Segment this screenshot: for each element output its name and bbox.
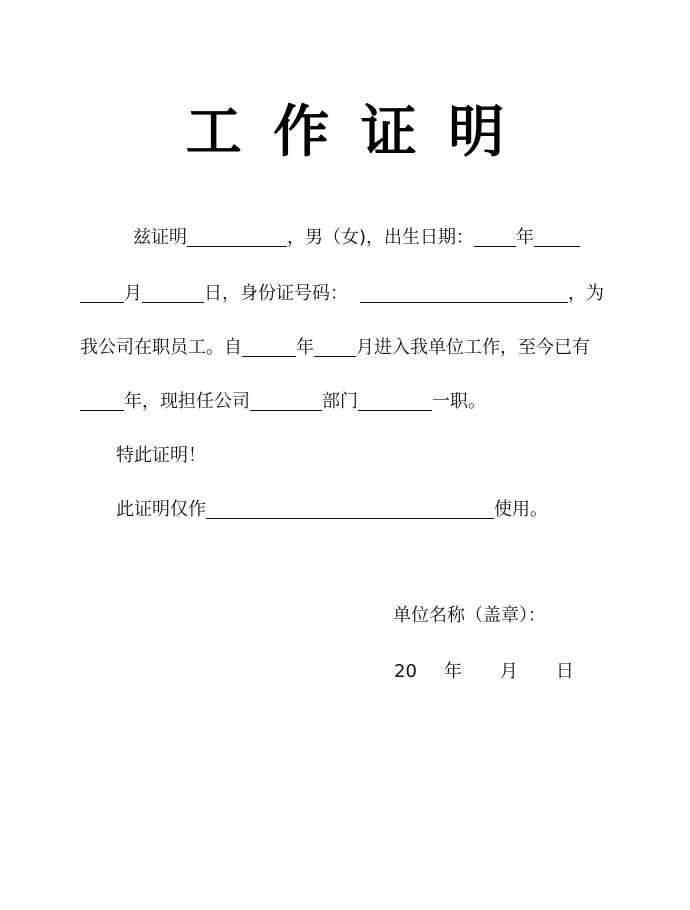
closing-line: 特此证明！ (116, 445, 206, 466)
start-month-blank[interactable] (314, 338, 356, 357)
text-role: 一职。 (432, 391, 486, 412)
date-day-label: 日 (555, 661, 574, 682)
id-number-blank[interactable] (360, 284, 568, 303)
birth-month-blank-a[interactable] (534, 228, 580, 247)
body-line-3 (80, 336, 590, 360)
date-month-label: 月 (499, 661, 518, 682)
text-gender-birth: ，男（女)，出生日期： (287, 227, 475, 248)
text-employee: 我公司在职员工。自 (80, 337, 242, 358)
text-intro: 兹证明 (133, 227, 187, 248)
org-seal-label: 单位名称（盖章）： (393, 605, 546, 626)
body-line-4 (80, 390, 486, 414)
body-line-2 (80, 282, 604, 306)
body-line-1 (133, 226, 580, 250)
date-line (394, 660, 574, 684)
birth-year-blank[interactable] (474, 228, 516, 247)
text-comma-for: ，为 (568, 283, 604, 304)
usage-prefix: 此证明仅作 (116, 499, 206, 520)
text-day-id: 日，身份证号码： (204, 283, 348, 304)
date-year-prefix: 20 (394, 661, 417, 682)
date-year-label: 年 (443, 661, 462, 682)
years-count-blank[interactable] (80, 392, 124, 411)
birth-month-blank-b[interactable] (80, 284, 124, 303)
text-entered: 月进入我单位工作，至今已有 (356, 337, 590, 358)
text-year: 年 (516, 227, 535, 248)
birth-day-blank[interactable] (142, 284, 204, 303)
text-month: 月 (124, 283, 142, 304)
name-blank[interactable] (187, 228, 287, 247)
department-blank[interactable] (250, 392, 322, 411)
text-year-2: 年 (296, 337, 314, 358)
usage-blank[interactable] (206, 500, 494, 519)
job-title-blank[interactable] (358, 392, 432, 411)
text-department: 部门 (322, 391, 358, 412)
usage-line (116, 498, 548, 522)
text-position: 年，现担任公司 (124, 391, 250, 412)
page-title: 工 作 证 明 (185, 100, 505, 165)
start-year-blank[interactable] (242, 338, 296, 357)
usage-suffix: 使用。 (494, 499, 548, 520)
